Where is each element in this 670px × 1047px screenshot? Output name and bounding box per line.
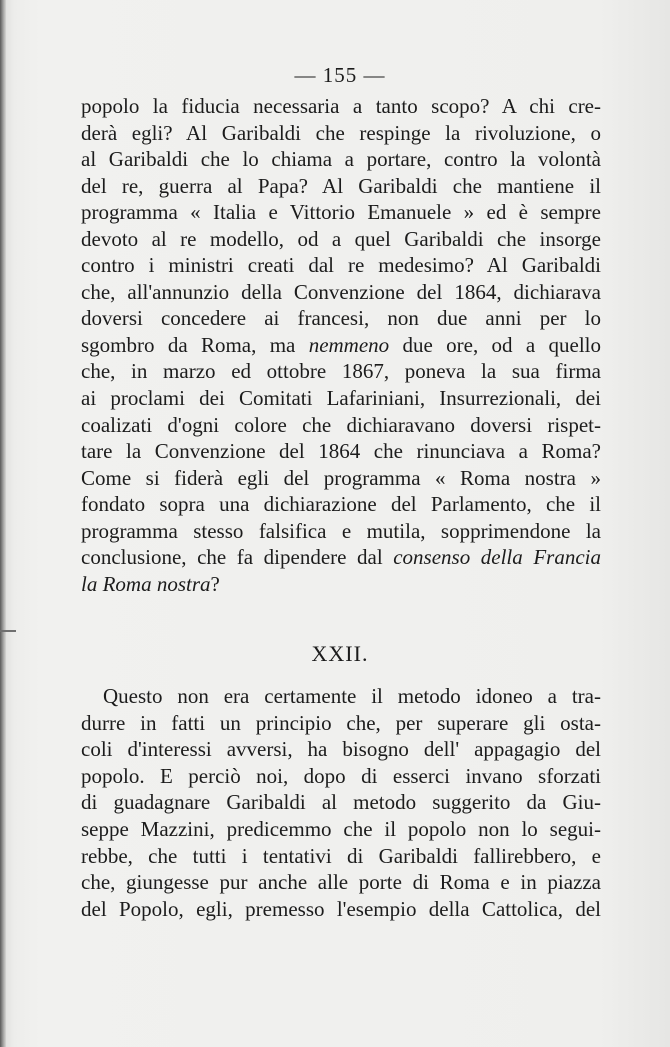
text-line: che, all'annunzio della Convenzione del 1864, dichiarava (81, 279, 601, 304)
text-line: la Roma nostra? (81, 571, 220, 596)
italic-phrase: consenso della Francia (393, 545, 601, 570)
text-line: coalizati d'ogni colore che dichiaravano doversi rispet- (81, 412, 601, 437)
text-line: del re, guerra al Papa? Al Garibaldi che mantiene il (81, 173, 601, 198)
text-line: tare la Convenzione del 1864 che rinunciava a Roma? (81, 439, 601, 464)
text-line: conclusione, che fa dipendere dal consenso della Francia (81, 545, 601, 570)
text-line: Come si fiderà egli del programma « Roma nostra » (81, 465, 601, 490)
page-number: — 155 — (294, 63, 386, 87)
text-line: di guadagnare Garibaldi al metodo suggerito da Giu- (81, 790, 601, 815)
text-line: doversi concedere ai francesi, non due anni per lo (81, 306, 601, 331)
text-line: rebbe, che tutti i tentativi di Garibaldi fallirebbero, e (81, 843, 601, 868)
text-line: popolo la fiducia necessaria a tanto scopo? A chi cre- (81, 94, 601, 118)
text-line: che, giungesse pur anche alle porte di Roma e in piazza (81, 870, 601, 895)
section-heading: XXII. (311, 641, 369, 666)
text-line: durre in fatti un principio che, per superare gli osta- (81, 710, 601, 735)
margin-mark (0, 630, 16, 632)
text-line: che, in marzo ed ottobre 1867, poneva la sua firma (81, 359, 601, 384)
text-line: ai proclami dei Comitati Lafariniani, Insurrezionali, dei (81, 386, 601, 411)
text-line: contro i ministri creati dal re medesimo? Al Garibaldi (81, 253, 601, 278)
text-line: popolo. E perciò noi, dopo di esserci invano sforzati (81, 763, 601, 788)
paragraph-1 (81, 93, 601, 597)
text-line: sgombro da Roma, ma nemmeno due ore, od a quello (81, 332, 601, 357)
paragraph-2 (81, 683, 601, 922)
text-line: fondato sopra una dichiarazione del Parlamento, che il (81, 492, 601, 517)
italic-phrase: nemmeno (308, 332, 390, 357)
text-line: del Popolo, egli, premesso l'esempio della Cattolica, del (81, 896, 601, 921)
text-line: al Garibaldi che lo chiama a portare, contro la volontà (81, 147, 601, 172)
italic-phrase: la Roma nostra (81, 571, 211, 596)
text-line: seppe Mazzini, predicemmo che il popolo non lo segui- (81, 816, 601, 841)
page-spine-edge (0, 0, 6, 1047)
text-line: Questo non era certamente il metodo idoneo a tra- (103, 684, 601, 708)
text-line: coli d'interessi avversi, ha bisogno dell' appagagio del (81, 737, 601, 762)
text-line: devoto al re modello, od a quel Garibaldi che insorge (81, 226, 601, 251)
text-line: derà egli? Al Garibaldi che respinge la rivoluzione, o (81, 120, 601, 145)
text-line: programma stesso falsifica e mutila, sopprimendone la (81, 518, 601, 543)
text-line: programma « Italia e Vittorio Emanuele » ed è sempre (81, 200, 601, 225)
